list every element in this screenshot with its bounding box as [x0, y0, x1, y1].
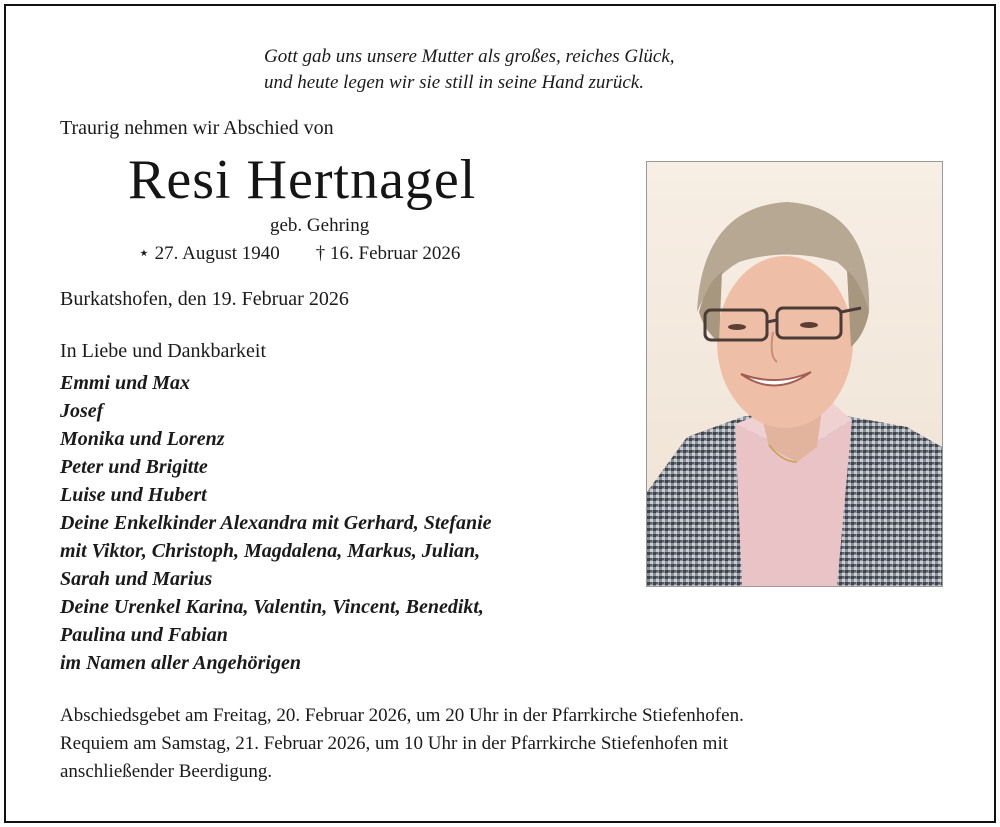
mourner-line: im Namen aller Angehörigen [60, 652, 301, 674]
intro-line: Traurig nehmen wir Abschied von [60, 117, 334, 139]
maiden-name: geb. Gehring [270, 215, 370, 236]
prayer-service: Abschiedsgebet am Freitag, 20. Februar 2026, um 20 Uhr in der Pfarrkirche Stiefenhofen. [60, 705, 744, 726]
verse-line-2: und heute legen wir sie still in seine Hand zurück. [264, 72, 644, 93]
verse-line-1: Gott gab uns unsere Mutter als großes, reiches Glück, [264, 46, 675, 67]
mourner-line: mit Viktor, Christoph, Magdalena, Markus, Julian, [60, 540, 481, 562]
requiem-line-2: anschließender Beerdigung. [60, 761, 273, 782]
portrait-photo [646, 161, 943, 587]
mourner-line: Peter und Brigitte [60, 456, 208, 478]
mourner-line: Luise und Hubert [60, 484, 207, 506]
service-notice [60, 702, 950, 786]
birth-date: ⋆ 27. August 1940 [138, 243, 280, 264]
mourner-line: Josef [60, 400, 104, 422]
death-date: † 16. Februar 2026 [315, 243, 461, 264]
dedication-line: In Liebe und Dankbarkeit [60, 340, 267, 362]
mourner-line: Deine Urenkel Karina, Valentin, Vincent, Benedikt, [60, 596, 484, 618]
requiem-line-1: Requiem am Samstag, 21. Februar 2026, um 10 Uhr in der Pfarrkirche Stiefenhofen mit [60, 733, 729, 754]
mourners-list [60, 369, 620, 677]
memorial-verse [264, 44, 764, 96]
mourner-line: Deine Enkelkinder Alexandra mit Gerhard, Stefanie [60, 512, 492, 534]
mourner-line: Emmi und Max [60, 372, 191, 394]
mourner-line: Monika und Lorenz [60, 428, 225, 450]
mourner-line: Paulina und Fabian [60, 624, 228, 646]
deceased-name: Resi Hertnagel [128, 149, 477, 211]
place-and-date: Burkatshofen, den 19. Februar 2026 [60, 288, 349, 310]
life-dates [138, 242, 460, 265]
mourner-line: Sarah und Marius [60, 568, 213, 590]
